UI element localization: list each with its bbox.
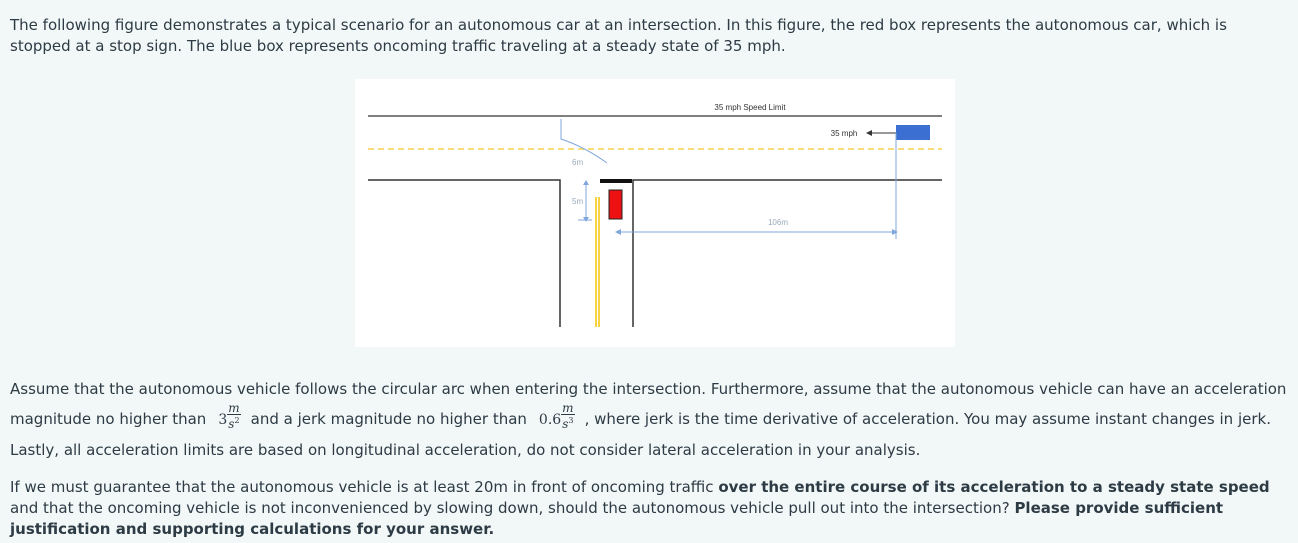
jerk-unit-den	[561, 415, 574, 430]
stop-line	[600, 179, 632, 183]
assumptions-text-1: Assume that the autonomous vehicle follows the circular arc when entering the intersection. Furthermore, assume that the autonomous vehicle can have an acceleration magnitude no higher than	[10, 380, 1287, 428]
autonomous-car	[609, 190, 622, 219]
oncoming-car	[896, 125, 930, 140]
accel-unit-exp: 2	[234, 416, 240, 425]
intersection-diagram	[355, 79, 955, 347]
accel-units	[227, 403, 240, 430]
road-left-corner	[368, 180, 560, 327]
distance-arrow-left	[615, 229, 621, 235]
assumptions-paragraph	[10, 374, 1298, 465]
question-text-1: If we must guarantee that the autonomous vehicle is at least 20m in front of oncoming traffic	[10, 478, 719, 496]
turn-arc	[561, 122, 607, 163]
offset-arrow-up	[583, 180, 589, 185]
accel-limit-math	[218, 401, 242, 431]
accel-value: 3	[218, 412, 228, 428]
speed-limit-label: 35 mph Speed Limit	[714, 103, 786, 112]
oncoming-direction-arrow	[866, 130, 872, 136]
jerk-unit-num: m	[562, 401, 574, 415]
diagram-svg	[355, 79, 955, 347]
assumptions-text-2: and a jerk magnitude no higher than	[250, 410, 527, 428]
jerk-unit-exp: 3	[568, 416, 574, 425]
jerk-units	[561, 403, 574, 430]
question-emphasis-2: Please provide sufficient justification and supporting calculations for your answer.	[10, 499, 1224, 538]
question-text-2: and that the oncoming vehicle is not inconvenienced by slowing down, should the autonomous vehicle pull out into the intersection?	[10, 499, 1015, 517]
jerk-limit-math	[538, 401, 577, 431]
jerk-unit-den-base: s	[562, 417, 569, 431]
arc-label: 6m	[572, 158, 584, 167]
question-paragraph	[10, 477, 1280, 540]
offset-label: 5m	[572, 197, 584, 206]
accel-unit-num: m	[228, 401, 240, 415]
accel-unit-den-base: s	[228, 417, 235, 431]
question-emphasis-1: over the entire course of its acceleration to a steady state speed	[718, 478, 1270, 496]
distance-arrow-right	[892, 229, 898, 235]
distance-label: 106m	[767, 218, 789, 227]
accel-unit-den	[227, 415, 240, 430]
jerk-value: 0.6	[538, 412, 562, 428]
oncoming-speed-label: 35 mph	[830, 129, 858, 138]
intro-paragraph: The following figure demonstrates a typical scenario for an autonomous car at an intersection. In this figure, the red box represents the autonomous car, which is stopped at a stop sign. The blue box represents oncoming traffic traveling at a steady state of 35 mph.	[10, 16, 1227, 55]
assumptions-text-3: , where jerk is the time derivative of acceleration. You may assume instant changes in jerk. Lastly, all acceleration limits are based on longitudinal acceleration, do not consider lateral acceleration in your analysis.	[10, 410, 1271, 459]
